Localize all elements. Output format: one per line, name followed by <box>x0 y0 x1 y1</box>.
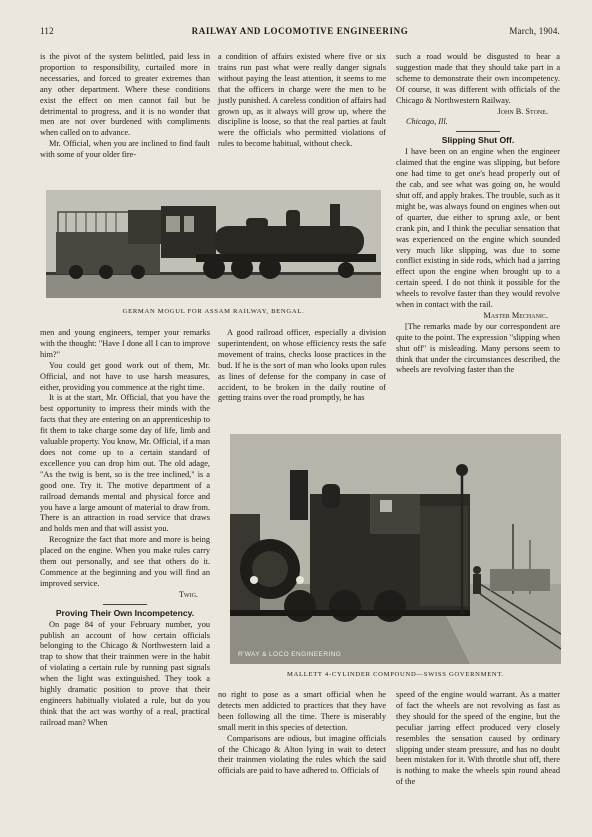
column-2-bottom <box>218 690 386 777</box>
signature: Master Mechanic. <box>483 310 548 320</box>
paragraph: men and young engineers, temper your remarks with the thought: "Have I done all I can to improve him?" <box>40 328 210 359</box>
paragraph: is the pivot of the system belittled, paid less in proportion to responsibility, curtailed more in necessaries, and forced to greater extremes than any other department. Where these conditions exist the effect on men cannot fail but be detrimental to progress, and it is no wonder that men are not over burdened with compliments when called on to advance. <box>40 52 210 138</box>
paragraph: such a road would be disgusted to hear a suggestion made that they should take part in a scheme to demonstrate their own incompetency. Of course, it was different with officials of the Chicago & Northwestern Railway. <box>396 52 560 105</box>
locomotive-illustration <box>46 190 381 298</box>
paragraph: A good railroad officer, especially a division superintendent, on whose efficiency rests the safe movement of trains, checks loose practices in the bud. If he is the sort of man who looks upon rules as lines of defense for the company in case of accident, to be broken in the daily routine of getting trains over the road promptly, he has <box>218 328 386 403</box>
journal-title: RAILWAY AND LOCOMOTIVE ENGINEERING <box>191 26 409 36</box>
issue-date: March, 1904. <box>509 26 560 36</box>
editor-note: [The remarks made by our correspondent are quite to the point. The expression "slipping when shut off" is misleading. Many persons seem to think that under the circumstances described, the wheels are revolving faster than the <box>396 321 560 375</box>
photo-watermark: R'WAY & LOCO ENGINEERING <box>238 651 342 658</box>
paragraph: Mr. Official, when you are inclined to find fault with some of your older fire- <box>40 139 210 160</box>
paragraph: speed of the engine would warrant. As a matter of fact the wheels are not revolving as fast as they should for the speed of the engine, but the peculiar jarring effect produced very closely resembles the sensation caused by ordinary slipping under steam pressure, and has no doubt been mistaken for it. With throttle shut off, there is nothing to make the wheels spin round ahead of the <box>396 690 560 787</box>
paragraph: Comparisons are odious, but imagine officials of the Chicago & Alton lying in wait to detect their trainmen violating the rules which the said officials are paid to have adhered to. Officials of <box>218 733 386 776</box>
paragraph: It is at the start, Mr. Official, that you have the best opportunity to impress their minds with the facts that they are entering on an apprenticeship to fit them to take charge some day of life, limb and valuable property. You know, Mr. Official, if a man does not come up to a certain standard of excellence you can drop him out. The old adage, "As the twig is bent, so is the tree inclined," is a good one. Try it. The motive department of a railroad demands mental and physical force and you have a large amount of material to draw from. There is an attraction in road service that draws and holds men and that will assist you. <box>40 393 210 534</box>
station-illustration <box>230 434 561 664</box>
paragraph: On page 84 of your February number, you publish an account of how certain officials belonging to the Chicago & Northwestern laid a trap to show that their trainmen were in the habit of violating a certain rule by running past signals when the light was extinguished. They took a highly dramatic position to prove that their engineers habitually violated a rule, but do you think that the act was worthy of a real, practical railroad man? When <box>40 619 210 727</box>
column-1-bottom <box>40 328 210 729</box>
divider <box>456 131 500 132</box>
column-1-top <box>40 52 210 161</box>
column-3-bottom <box>396 690 560 788</box>
article-heading: Proving Their Own Incompetency. <box>55 607 195 618</box>
photo-1-caption: GERMAN MOGUL FOR ASSAM RAILWAY, BENGAL. <box>122 308 305 315</box>
column-2-top <box>218 52 386 150</box>
paragraph: Recognize the fact that more and more is being placed on the engine. When you make rules carry them out personally, and see that others do it. Commence at the beginning and you will find an improved service. <box>40 535 210 588</box>
column-3 <box>396 52 560 376</box>
signature: John B. Stone. <box>497 106 548 116</box>
dateline-place: Chicago, Ill. <box>406 117 448 127</box>
paragraph: no right to pose as a smart official when he detects men addicted to practices that they have been following all the time. There is miserably small merit in this species of detection. <box>218 690 386 732</box>
page-number: 112 <box>40 26 54 36</box>
running-header <box>40 26 560 40</box>
paragraph: I have been on an engine when the engineer claimed that the engine was slipping, but before one had time to get one's head properly out of the cab, and see what was going on, he would shut off, and apply brakes. The trouble, such as it might be, was always found on engines when out of quarter, due either to sprung axle, or bent crank pin, and I think the peculiar sensation that was experienced on the engine which sounded very much like slipping, was due to some conflict existing in side rods, which had a jarring effect upon the engine when brought up to a certain speed. I do not think it possible for the wheels to revolve faster than they would revolve when in contact with the rail. <box>396 147 560 310</box>
locomotive-photo-1 <box>46 190 381 298</box>
article-heading: Slipping Shut Off. <box>441 135 515 146</box>
photo-2-caption: MALLETT 4-CYLINDER COMPOUND—SWISS GOVERNMENT. <box>287 671 504 678</box>
paragraph: You could get good work out of them, Mr. Official, and not have to use harsh measures, either, providing you commence at the right time. <box>40 360 210 392</box>
divider <box>103 604 147 605</box>
signature: Twig. <box>178 589 198 599</box>
column-2-middle <box>218 328 386 404</box>
locomotive-photo-2 <box>230 434 561 664</box>
paragraph: a condition of affairs existed where five or six trains run past what were really danger signals without paying the least attention, it seems to me that the officers in charge were the men to be justly punished. A careless condition of affairs had grown up, as it always will grow up, where the discipline is loose, so that the real parties at fault were the officials who permitted violations of rules to become habitual, without check. <box>218 52 386 149</box>
